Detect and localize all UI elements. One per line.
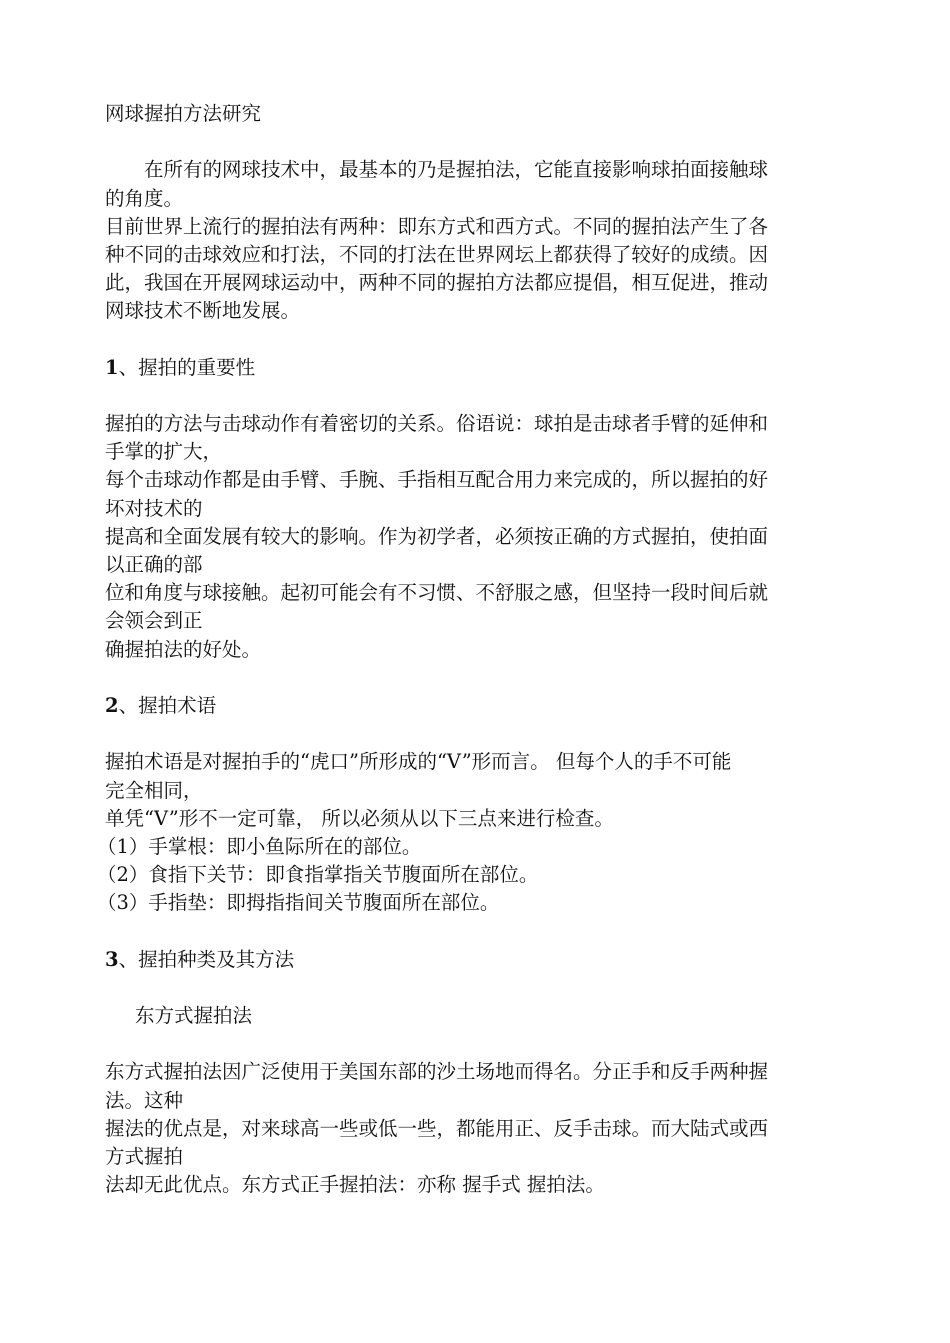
section-number: 2: [105, 693, 119, 717]
intro-line: 目前世界上流行的握拍法有两种：即东方式和西方式。不同的握拍法产生了各: [105, 214, 769, 238]
subsection-heading: 东方式握拍法: [135, 1004, 253, 1027]
section-number: 3: [105, 947, 119, 971]
intro-line: 网球技术不断地发展。: [105, 299, 301, 323]
body-line: 单凭“V”形不一定可靠， 所以必须从以下三点来进行检查。: [105, 806, 614, 830]
body-line: 握拍的方法与击球动作有着密切的关系。俗语说：球拍是击球者手臂的延伸和: [105, 412, 769, 436]
section-1-heading: [105, 354, 855, 382]
blank-line: [105, 128, 855, 156]
body-line: 法却无此优点。东方式正手握拍法：亦称 握手式 握拍法。: [105, 1173, 605, 1197]
intro-line: 种不同的击球效应和打法，不同的打法在世界网坛上都获得了较好的成绩。因: [105, 242, 769, 266]
section-title: 、握拍种类及其方法: [118, 947, 295, 971]
body-line: 确握拍法的好处。: [105, 637, 262, 661]
intro-line: 在所有的网球技术中，最基本的乃是握拍法，它能直接影响球拍面接触球: [144, 158, 769, 182]
list-item: （1）手掌根：即小鱼际所在的部位。: [97, 834, 422, 858]
section-title: 、握拍的重要性: [118, 355, 256, 379]
intro-line: 此，我国在开展网球运动中，两种不同的握拍方法都应提倡，相互促进，推动: [105, 271, 769, 295]
intro-line: 的角度。: [105, 186, 184, 210]
body-line: 手掌的扩大，: [105, 440, 223, 464]
blank-line: [105, 664, 855, 692]
list-item: （3）手指垫：即拇指指间关节腹面所在部位。: [97, 891, 500, 915]
body-line: 提高和全面发展有较大的影响。作为初学者，必须按正确的方式握拍，使拍面: [105, 524, 769, 548]
blank-line: [105, 326, 855, 354]
list-item: （2）食指下关节：即食指掌指关节腹面所在部位。: [97, 863, 539, 887]
intro-paragraph: [105, 156, 855, 325]
blank-line: [105, 974, 855, 1002]
blank-line: [105, 720, 855, 748]
body-line: 法。这种: [105, 1088, 184, 1112]
section-1-body: [105, 410, 855, 664]
body-line: 会领会到正: [105, 609, 203, 633]
blank-line: [105, 382, 855, 410]
body-line: 位和角度与球接触。起初可能会有不习惯、不舒服之感，但坚持一段时间后就: [105, 581, 769, 605]
blank-line: [105, 917, 855, 945]
section-3-heading: [105, 946, 855, 974]
body-line: 以正确的部: [105, 553, 203, 576]
body-line: 握法的优点是，对来球高一些或低一些，都能用正、反手击球。而大陆式或西: [105, 1116, 769, 1140]
body-line: 方式握拍: [105, 1144, 184, 1168]
section-2-body: [97, 748, 855, 917]
section-3-body: [105, 1058, 855, 1199]
section-number: 1: [105, 355, 119, 379]
section-2-heading: [105, 692, 855, 720]
body-line: 每个击球动作都是由手臂、手腕、手指相互配合用力来完成的，所以握拍的好: [105, 468, 769, 492]
document-title: 网球握拍方法研究: [105, 102, 262, 125]
blank-line: [105, 1030, 855, 1058]
body-line: 完全相同，: [105, 778, 203, 802]
body-line: 东方式握拍法因广泛使用于美国东部的沙土场地而得名。分正手和反手两种握: [105, 1060, 769, 1084]
body-line: 坏对技术的: [105, 496, 203, 520]
section-title: 、握拍术语: [118, 693, 217, 717]
document-page: [97, 100, 855, 1199]
body-line: 握拍术语是对握拍手的“虎口”所形成的“V”形而言。 但每个人的手不可能: [105, 750, 732, 774]
